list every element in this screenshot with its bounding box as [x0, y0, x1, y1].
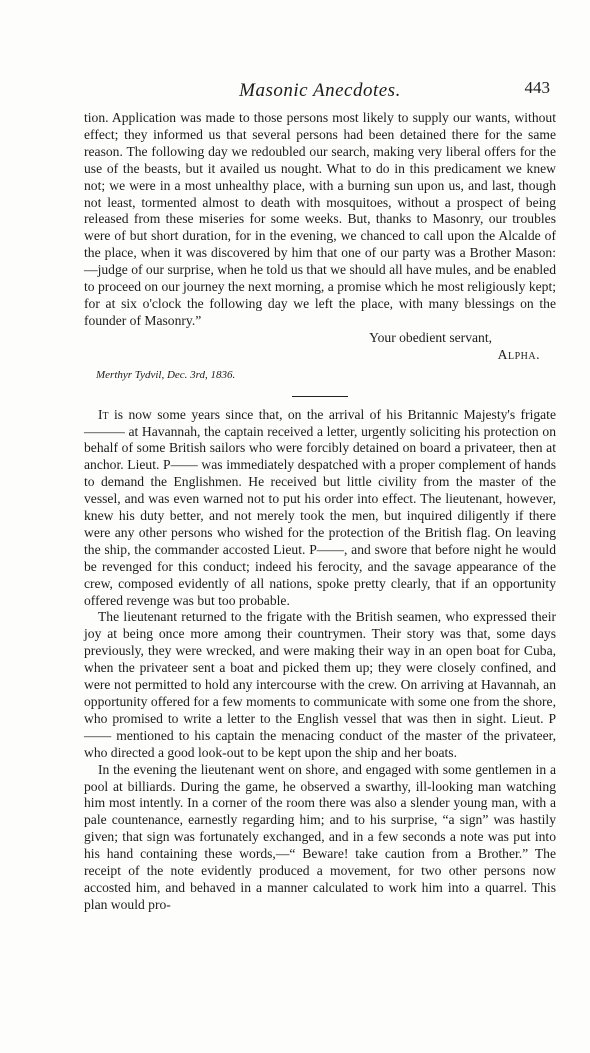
letter-dateline: Merthyr Tydvil, Dec. 3rd, 1836. — [96, 368, 236, 381]
letter-body: tion. Application was made to those persons most likely to supply our wants, without effect; they informed us that several persons had been detained there for the same reason. The following day we redoubled our search, making very liberal offers for the use of the beasts, but it availed us nought. What to do in this predicament we knew not; we were in a most unhealthy place, with a burning sun upon us, and last, though not least, tormented almost to death with mosquitoes, without a prospect of being released from these miseries for some weeks. But, thanks to Masonry, our troubles were of but short duration, for in the evening, we chanced to call upon the Alcalde of the place, when it was discovered by him that one of our party was a Brother Mason:—judge of our surprise, when he told us that we should all have mules, and be enabled to proceed on our journey the next morning, a promise which he most religiously kept; for at six o'clock the following day we left the place, with many blessings on the founder of Masonry.” — [84, 110, 556, 328]
section-divider — [292, 396, 348, 397]
anecdote-lead-word: It — [98, 406, 109, 422]
anecdote-paragraph-1-text: is now some years since that, on the arrival of his Britannic Majesty's frigate ——— at Havannah, the captain received a letter, urgently soliciting his protection on behalf of some British sailors who were forcibly detained on board a privateer, then at anchor. Lieut. P—— was immediately despatched with a proper complement of hands to demand the Englishmen. He received but little civility from the master of the vessel, and was even warned not to put his order into effect. The lieutenant, however, knew his duty better, and not merely took the men, but inquired diligently if there were any other persons who wished for the protection of the British flag. On leaving the ship, the commander accosted Lieut. P——, and swore that before night he would be revenged for this conduct; indeed his ferocity, and the savage appearance of the crew, composed evidently of all nations, spoke pretty clearly, that if an opportunity offered revenge was but too probable. — [84, 406, 556, 608]
letter-closing — [84, 330, 556, 364]
anecdote-paragraph-2: The lieutenant returned to the frigate with the British seamen, who expressed their joy at being once more among their countrymen. Their story was that, some days previously, they were wrecked, and were making their way in an open boat for Cuba, when the privateer sent a boat and picked them up; they were closely confined, and were not permitted to hold any intercourse with the crew. On arriving at Havannah, an opportunity offered for a few moments to communicate with some one from the shore, who promised to write a letter to the English vessel that was then in sight. Lieut. P—— mentioned to his captain the menacing conduct of the master of the privateer, who directed a good look-out to be kept upon the ship and her boats. — [84, 609, 556, 760]
letter-signature: Alpha. — [497, 346, 540, 362]
page-header — [84, 76, 556, 110]
running-title: Masonic Anecdotes. — [239, 80, 401, 101]
anecdote-paragraph-3: In the evening the lieutenant went on shore, and engaged with some gentlemen in a pool at billiards. During the game, he observed a swarthy, ill-looking man watching him most intently. In a corner of the room there was also a slender young man, with a pale countenance, earnestly regarding him; and to his surprise, “a sign” was hastily given; that sign was fortunately exchanged, and in a few seconds a note was put into his hand containing these words,—“ Beware! take caution from a Brother.” The receipt of the note evidently produced a movement, for two other persons now accosted him, and behaved in a manner calculated to work him into a quarrel. This plan would pro- — [84, 761, 556, 912]
anecdote-paragraph-1 — [84, 407, 556, 610]
letter-salutation: Your obedient servant, — [369, 329, 492, 345]
page-number: 443 — [524, 78, 550, 97]
